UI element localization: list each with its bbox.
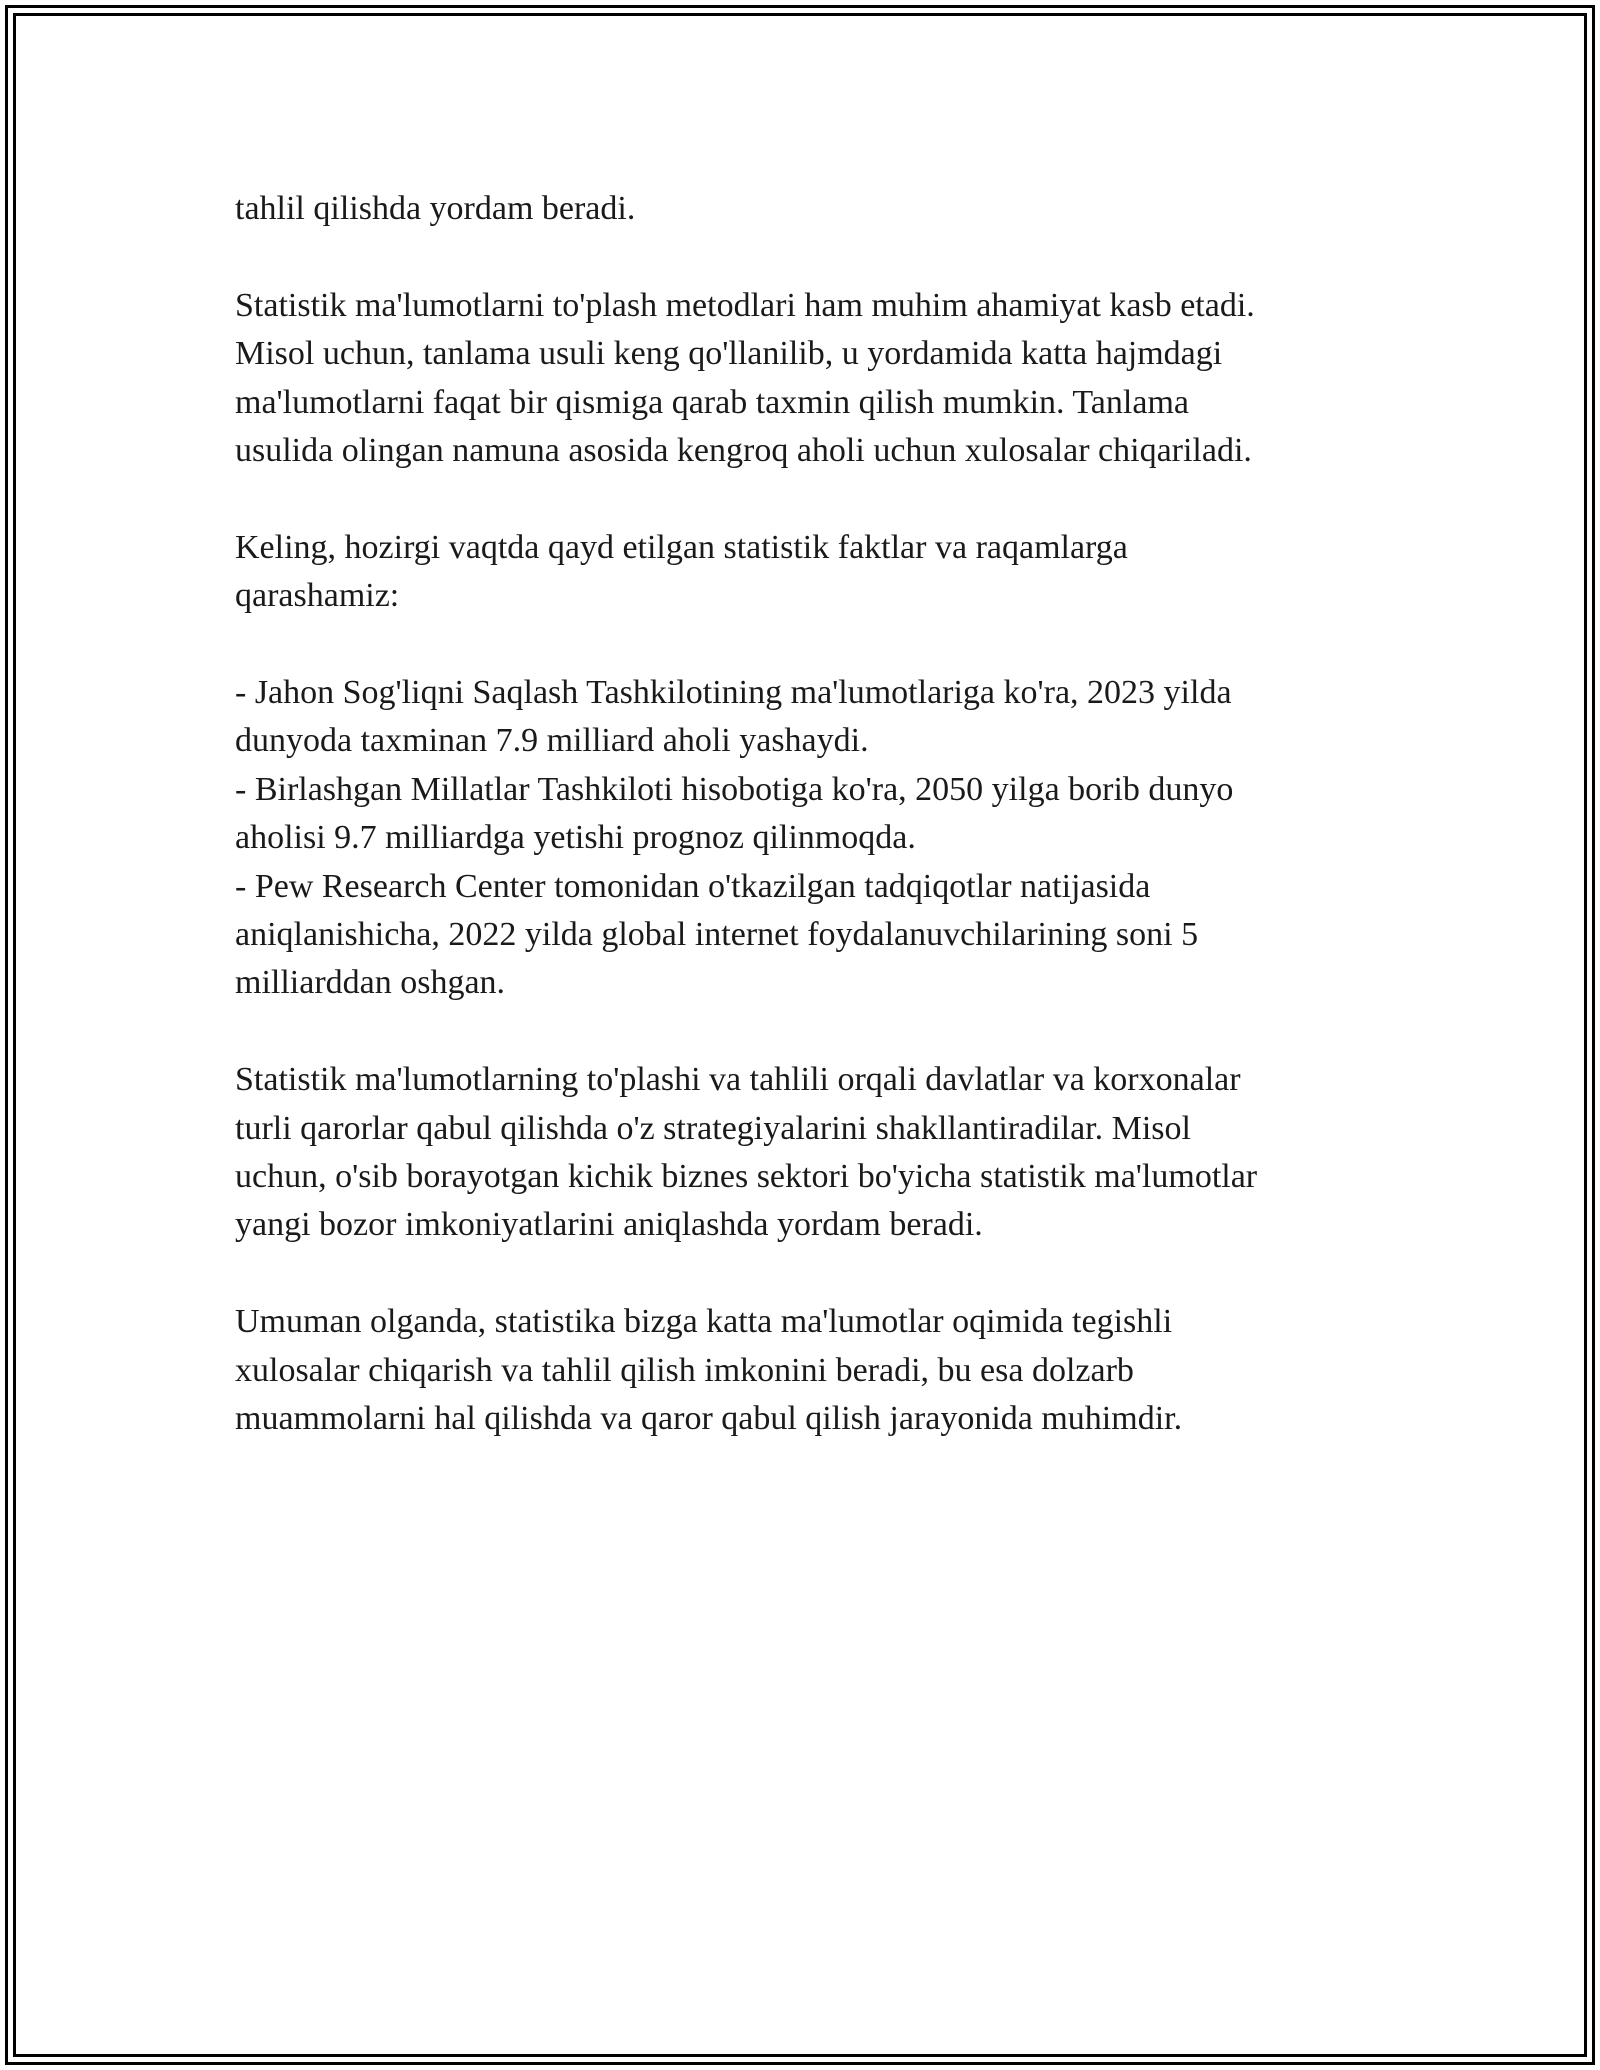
list-item-line: aniqlanishicha, 2022 yilda global internet foydalanuvchilarining soni 5 (235, 916, 1199, 954)
text-line: qarashamiz: (235, 577, 400, 615)
text-line: ma'lumotlarni faqat bir qismiga qarab taxmin qilish mumkin. Tanlama (235, 383, 1189, 421)
list-item-line: aholisi 9.7 milliardga yetishi prognoz qilinmoqda. (235, 819, 916, 857)
text-line: muammolarni hal qilishda va qaror qabul qilish jarayonida muhimdir. (235, 1400, 1183, 1438)
paragraph-facts-intro (235, 524, 1375, 621)
text-line: turli qarorlar qabul qilishda o'z strategiyalarini shakllantiradilar. Misol (235, 1109, 1191, 1147)
list-item-line: - Birlashgan Millatlar Tashkiloti hisobotiga ko'ra, 2050 yilga borib dunyo (235, 770, 1234, 808)
text-line: xulosalar chiqarish va tahlil qilish imkonini beradi, bu esa dolzarb (235, 1351, 1134, 1389)
list-item-line: - Pew Research Center tomonidan o'tkazilgan tadqiqotlar natijasida (235, 867, 1151, 905)
paragraph-strategy (235, 1056, 1375, 1250)
list-item-line: dunyoda taxminan 7.9 milliard aholi yashaydi. (235, 722, 869, 760)
statistical-facts-list (235, 669, 1375, 1008)
text-line: yangi bozor imkoniyatlarini aniqlashda yordam beradi. (235, 1206, 983, 1244)
text-line: Umuman olganda, statistika bizga katta ma'lumotlar oqimida tegishli (235, 1303, 1173, 1341)
list-item-line: - Jahon Sog'liqni Saqlash Tashkilotining ma'lumotlariga ko'ra, 2023 yilda (235, 674, 1232, 712)
text-line: Statistik ma'lumotlarni to'plash metodlari ham muhim ahamiyat kasb etadi. (235, 286, 1255, 324)
document-body (235, 185, 1375, 1443)
text-line: uchun, o'sib borayotgan kichik biznes sektori bo'yicha statistik ma'lumotlar (235, 1158, 1258, 1196)
text-line: tahlil qilishda yordam beradi. (235, 190, 636, 227)
text-line: Keling, hozirgi vaqtda qayd etilgan statistik faktlar va raqamlarga (235, 528, 1128, 566)
text-line: usulida olingan namuna asosida kengroq aholi uchun xulosalar chiqariladi. (235, 432, 1252, 470)
paragraph-data-collection-methods (235, 282, 1375, 476)
text-line: Statistik ma'lumotlarning to'plashi va tahlili orqali davlatlar va korxonalar (235, 1061, 1241, 1099)
paragraph-intro-continuation (235, 185, 1375, 233)
paragraph-conclusion (235, 1298, 1375, 1443)
text-line: Misol uchun, tanlama usuli keng qo'llanilib, u yordamida katta hajmdagi (235, 335, 1223, 373)
list-item-line: milliarddan oshgan. (235, 964, 506, 1002)
